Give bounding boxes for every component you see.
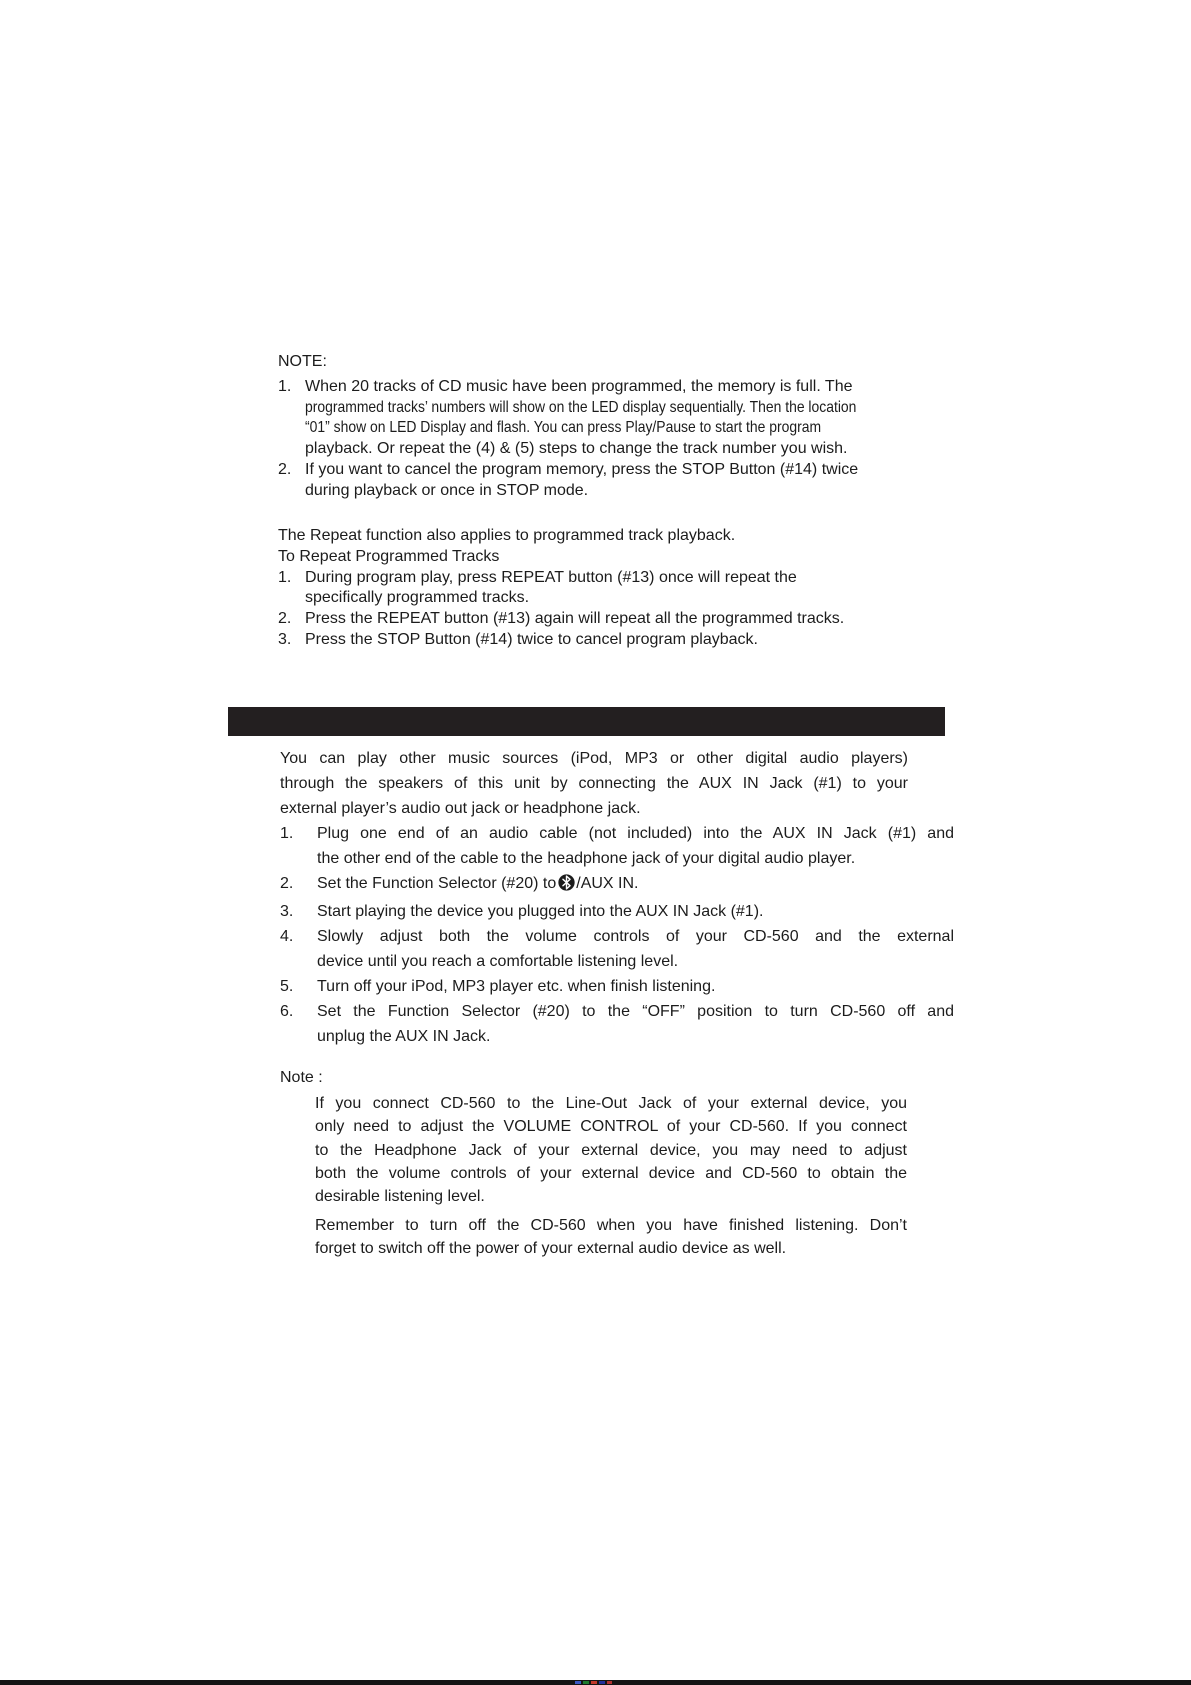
note-heading: NOTE:	[278, 353, 327, 370]
text-segment: /AUX IN.	[576, 875, 639, 892]
scan-artifact-pixel	[607, 1681, 612, 1684]
text-line: only need to adjust the VOLUME CONTROL of your CD-560. If you connect	[315, 1118, 907, 1136]
text-line: You can play other music sources (iPod, MP3 or other digital audio players)	[280, 750, 908, 767]
list-marker: 3.	[280, 903, 294, 920]
text-line: forget to switch off the power of your external audio device as well.	[315, 1240, 787, 1258]
list-item	[280, 924, 954, 974]
text-line: device until you reach a comfortable listening level.	[317, 953, 679, 970]
list-marker: 1.	[278, 568, 292, 586]
bluetooth-icon	[558, 874, 575, 899]
text-line: desirable listening level.	[315, 1188, 485, 1206]
text-line: Plug one end of an audio cable (not included) into the AUX IN Jack (#1) and	[317, 825, 954, 842]
text-line: both the volume controls of your external device and CD-560 to obtain the	[315, 1164, 907, 1182]
note-section	[278, 352, 878, 502]
note-block	[280, 1066, 907, 1261]
text-line: through the speakers of this unit by connecting the AUX IN Jack (#1) to your	[280, 775, 908, 792]
scan-edge-strip	[0, 1680, 1191, 1685]
note-block-paragraphs	[315, 1092, 907, 1260]
text-line: unplug the AUX IN Jack.	[317, 1028, 491, 1045]
text-segment: Set the Function Selector (#20) to	[317, 875, 557, 892]
text-line: If you connect CD-560 to the Line-Out Jack of your external device, you	[315, 1095, 907, 1113]
text-line: to the Headphone Jack of your external device, you may need to adjust	[315, 1141, 907, 1159]
text-line	[317, 871, 954, 899]
text-line: the other end of the cable to the headphone jack of your digital audio player.	[317, 850, 856, 867]
list-marker: 1.	[278, 377, 292, 395]
text-line: specifically programmed tracks.	[305, 589, 530, 607]
note-block-heading: Note :	[280, 1069, 323, 1086]
list-item	[280, 871, 954, 899]
list-marker: 6.	[280, 1003, 294, 1020]
list-marker: 2.	[280, 875, 294, 892]
text-line: Start playing the device you plugged into the AUX IN Jack (#1).	[317, 903, 764, 920]
scan-artifact-pixel	[575, 1681, 581, 1684]
text-line: Slowly adjust both the volume controls of your CD-560 and the external	[317, 928, 954, 945]
text-line: programmed tracks’ numbers will show on the LED display sequentially. Then the location	[305, 398, 857, 416]
text-line: Press the STOP Button (#14) twice to cancel program playback.	[305, 630, 758, 648]
text-line: Press the REPEAT button (#13) again will repeat all the programmed tracks.	[305, 610, 845, 628]
list-marker: 2.	[278, 460, 292, 478]
list-item	[278, 460, 878, 502]
repeat-intro: The Repeat function also applies to programmed track playback.	[278, 527, 736, 544]
repeat-section	[278, 526, 900, 651]
list-item	[280, 899, 954, 924]
list-item	[280, 821, 954, 871]
repeat-subheading: To Repeat Programmed Tracks	[278, 547, 500, 565]
text-line: playback. Or repeat the (4) & (5) steps to change the track number you wish.	[305, 440, 848, 458]
text-line: Remember to turn off the CD-560 when you have finished listening. Don’t	[315, 1217, 907, 1235]
section-divider-bar	[228, 707, 945, 736]
list-item	[278, 630, 900, 651]
text-line: “01” show on LED Display and flash. You can press Play/Pause to start the program	[305, 419, 822, 437]
list-marker: 1.	[280, 825, 294, 842]
text-line: Turn off your iPod, MP3 player etc. when finish listening.	[317, 978, 716, 995]
text-line: external player’s audio out jack or headphone jack.	[280, 800, 641, 817]
text-line: During program play, press REPEAT button (#13) once will repeat the	[305, 568, 797, 586]
text-line: When 20 tracks of CD music have been programmed, the memory is full. The	[305, 377, 853, 395]
list-item	[278, 609, 900, 630]
aux-in-section	[280, 746, 954, 1049]
text-line: during playback or once in STOP mode.	[305, 481, 589, 499]
list-marker: 3.	[278, 630, 292, 648]
paragraph	[315, 1092, 907, 1208]
scan-artifact-pixel	[599, 1681, 605, 1684]
list-item	[280, 999, 954, 1049]
list-item	[278, 568, 900, 610]
list-item	[278, 377, 878, 460]
text-line: Set the Function Selector (#20) to the “OFF” position to turn CD-560 off and	[317, 1003, 954, 1020]
list-marker: 2.	[278, 610, 292, 628]
scan-artifact-pixel	[583, 1681, 589, 1684]
paragraph	[315, 1214, 907, 1260]
scan-artifact-pixel	[591, 1681, 597, 1684]
list-marker: 5.	[280, 978, 294, 995]
list-marker: 4.	[280, 928, 294, 945]
text-line: If you want to cancel the program memory, press the STOP Button (#14) twice	[305, 460, 859, 478]
list-item	[280, 974, 954, 999]
